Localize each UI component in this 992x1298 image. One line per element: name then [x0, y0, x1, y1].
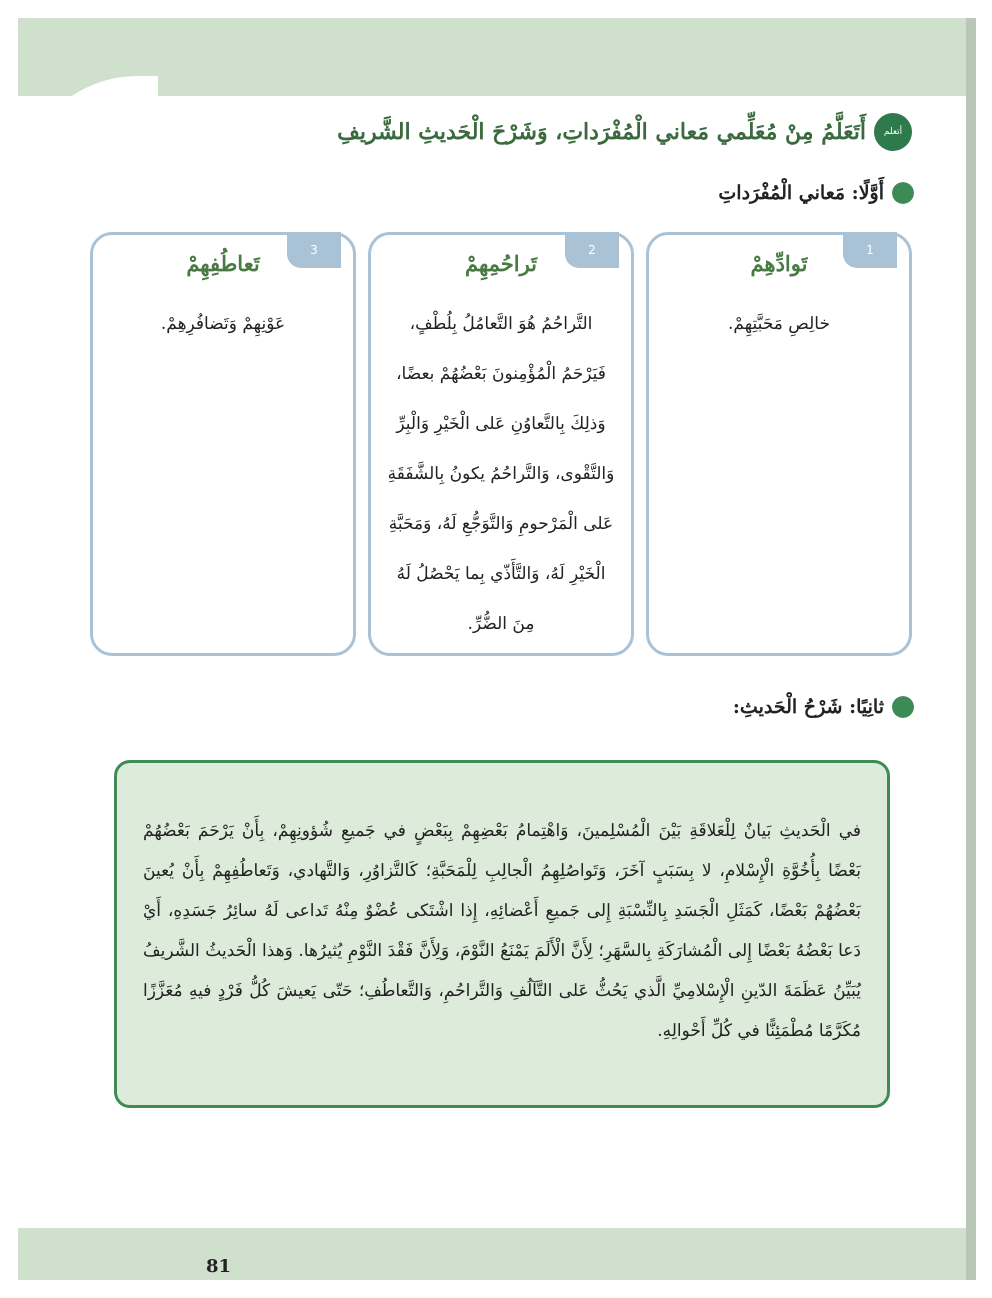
card-definition: خالِصِ مَحَبَّتِهِمْ. [728, 314, 830, 334]
section-vocabulary [718, 182, 914, 204]
vocab-card [368, 232, 634, 656]
card-title: تَراحُمِهِمْ [464, 251, 538, 276]
learn-badge-icon [874, 113, 912, 151]
card-title: تَوادِّهِمْ [750, 251, 808, 276]
card-title: تَعاطُفِهِمْ [186, 251, 260, 276]
card-number: 2 [565, 232, 619, 268]
book-spine [966, 18, 976, 1280]
explanation-text: في الْحَديثِ بَيانٌ لِلْعَلاقَةِ بَيْنَ الْمُسْلِمينَ، وَاهْتِمامُ بَعْضِهِمْ بِبَعْضٍ في جَميعِ شُؤونِهِمْ، بِأَنْ يَرْحَمَ بَعْضُهُمْ بَعْضًا بِأُخُوَّةِ الْإِسْلامِ، لا بِسَبَبٍ آخَرَ، وَتَواصُلِهِمُ الْجالِبِ لِلْمَحَبَّةِ؛ كَالتَّزاوُرِ، وَالتَّهادي، وَتَعاطُفِهِمْ بِأَنْ يُعينَ بَعْضُهُمْ بَعْضًا، كَمَثَلِ الْجَسَدِ بِالنِّسْبَةِ إِلى جَميعِ أَعْضائِهِ، إِذا اشْتَكى عُضْوٌ مِنْهُ تَداعى لَهُ سائِرُ جَسَدِهِ، أَيْ دَعا بَعْضُهُ بَعْضًا إِلى الْمُشارَكَةِ بِالسَّهَرِ؛ لِأَنَّ الْأَلَمَ يَمْنَعُ النَّوْمَ، وَلِأَنَّ فَقْدَ النَّوْمِ يُثيرُها. وَهذا الْحَديثُ الشَّريفُ يُبَيِّنُ عَظَمَةَ الدّينِ الْإِسْلامِيِّ الَّذي يَحُثُّ عَلى التَّآلُفِ وَالتَّراحُمِ، وَالتَّعاطُفِ؛ حَتّى يَعيشَ كُلُّ فَرْدٍ فيهِ مُعَزَّزًا مُكَرَّمًا مُطْمَئِنًّا في كُلِّ أَحْوالِهِ. [143, 821, 861, 1041]
card-number: 1 [843, 232, 897, 268]
card-definition: عَوْنِهِمْ وَتَضافُرِهِمْ. [160, 314, 286, 334]
section-title: ثانِيًا: شَرْحُ الْحَديثِ: [732, 696, 884, 718]
section-title: أَوَّلًا: مَعاني الْمُفْرَداتِ [718, 182, 884, 204]
badge-label: أتعلم [883, 127, 903, 137]
vocab-card [646, 232, 912, 656]
card-definition: التَّراحُمُ هُوَ التَّعامُلُ بِلُطْفٍ، فَيَرْحَمُ الْمُؤْمِنونَ بَعْضُهُمْ بعضًا، وَذلِكَ بِالتَّعاوُنِ عَلى الْخَيْرِ وَالْبِرِّ وَالتَّقْوى، وَالتَّراحُمُ يكونُ بِالشَّفَقَةِ عَلى الْمَرْحومِ وَالتَّوَجُّعِ لَهُ، وَمَحَبَّةِ الْخَيْرِ لَهُ، وَالتَّأَذّي بِما يَحْصُلُ لَهُ مِنَ الضُّرِّ. [387, 314, 615, 634]
card-number: 3 [287, 232, 341, 268]
section-explanation [733, 696, 914, 718]
scan-edge [976, 0, 992, 1298]
heading-title: أَتَعَلَّمُ مِنْ مُعَلِّمي مَعاني الْمُفْرَداتِ، وَشَرْحَ الْحَديثِ الشَّريفِ [337, 119, 866, 145]
explanation-box [114, 760, 890, 1108]
lesson-heading [337, 112, 912, 152]
page-number: 81 [206, 1256, 232, 1277]
bullet-leaf-icon [892, 182, 914, 204]
vocab-card [90, 232, 356, 656]
bullet-leaf-icon [892, 696, 914, 718]
